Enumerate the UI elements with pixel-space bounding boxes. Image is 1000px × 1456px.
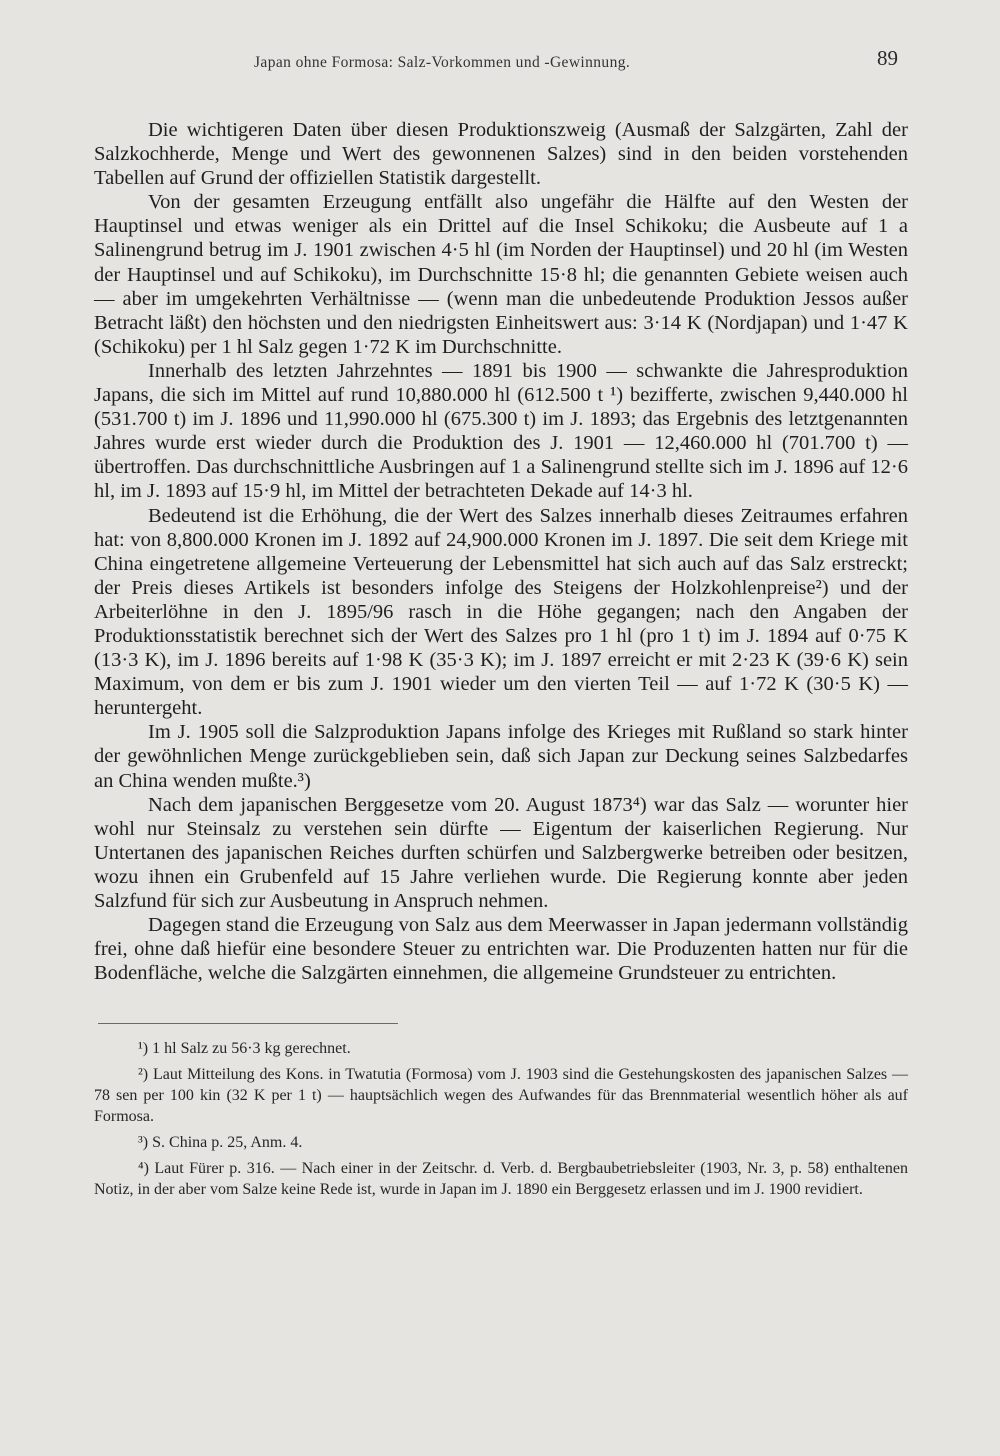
footnote: ⁴) Laut Fürer p. 316. — Nach einer in der Zeitschr. d. Verb. d. Bergbaubetriebsleiter (1903, Nr. 3, p. 58) enthaltenen Notiz, in der aber vom Salze keine Rede ist, wurde in Japan im J. 1890 ein Berggesetz erlassen und im J. 1900 revidiert. xyxy=(94,1160,908,1199)
page-number: 89 xyxy=(877,46,898,70)
paragraph: Nach dem japanischen Berggesetze vom 20. August 1873⁴) war das Salz — worunter hier wohl nur Steinsalz zu verstehen sein dürfte — Eigentum der kaiserlichen Regierung. Nur Untertanen des japanischen Reiches durften schürfen und Salzbergwerke betreiben oder besitzen, wozu ihnen ein Grubenfeld auf 15 Jahre verliehen wurde. Die Regierung konnte aber jeden Salzfund für sich zur Ausbeutung in Anspruch nehmen. xyxy=(94,793,908,912)
footnote: ³) S. China p. 25, Anm. 4. xyxy=(138,1134,303,1152)
footnote: ¹) 1 hl Salz zu 56·3 kg gerechnet. xyxy=(138,1040,351,1058)
paragraph: Innerhalb des letzten Jahrzehntes — 1891 bis 1900 — schwankte die Jahresproduktion Japans, die sich im Mittel auf rund 10,880.000 hl (612.500 t ¹) bezifferte, zwischen 9,440.000 hl (531.700 t) im J. 1896 und 11,990.000 hl (675.300 t) im J. 1893; das Ergebnis des letztgenannten Jahres wurde erst wieder durch die Produktion des J. 1901 — 12,460.000 hl (701.700 t) — übertroffen. Das durchschnittliche Ausbringen auf 1 a Salinengrund stellte sich im J. 1896 auf 12·6 hl, im J. 1893 auf 15·9 hl, im Mittel der betrachteten Dekade auf 14·3 hl. xyxy=(94,359,908,503)
paragraph: Die wichtigeren Daten über diesen Produktionszweig (Ausmaß der Salzgärten, Zahl der Salzkochherde, Menge und Wert des gewonnenen Salzes) sind in den beiden vorstehenden Tabellen auf Grund der offiziellen Statistik dargestellt. xyxy=(94,119,908,190)
running-title: Japan ohne Formosa: Salz-Vorkommen und -Gewinnung. xyxy=(254,54,631,71)
paragraph: Im J. 1905 soll die Salzproduktion Japans infolge des Krieges mit Rußland so stark hinter der gewöhnlichen Menge zurückgeblieben sein, daß sich Japan zur Deckung seines Salzbedarfes an China wenden mußte.³) xyxy=(94,721,908,792)
footnote-divider xyxy=(98,1023,398,1024)
paragraph: Von der gesamten Erzeugung entfällt also ungefähr die Hälfte auf den Westen der Hauptinsel und etwas weniger als ein Drittel auf die Insel Schikoku; die Ausbeute auf 1 a Salinengrund betrug im J. 1901 zwischen 4·5 hl (im Norden der Hauptinsel) und 20 hl (im Westen der Hauptinsel und auf Schikoku), im Durchschnitte 15·8 hl; die genannten Gebiete weisen auch — aber im umgekehrten Verhältnisse — (wenn man die unbedeutende Produktion Jessos außer Betracht läßt) den höchsten und den niedrigsten Einheitswert aus: 3·14 K (Nordjapan) und 1·47 K (Schikoku) per 1 hl Salz gegen 1·72 K im Durchschnitte. xyxy=(94,191,908,358)
book-page xyxy=(94,40,908,1420)
footnote: ²) Laut Mitteilung des Kons. in Twatutia (Formosa) vom J. 1903 sind die Gestehungskosten des japanischen Salzes — 78 sen per 100 kin (32 K per 1 t) — hauptsächlich wegen des Aufwandes für das Brennmaterial wesentlich höher als auf Formosa. xyxy=(94,1066,908,1126)
paragraph: Bedeutend ist die Erhöhung, die der Wert des Salzes innerhalb dieses Zeitraumes erfahren hat: von 8,800.000 Kronen im J. 1892 auf 24,900.000 Kronen im J. 1897. Die seit dem Kriege mit China eingetretene allgemeine Verteuerung der Lebensmittel hat sich auch auf das Salz erstreckt; der Preis dieses Artikels ist besonders infolge des Steigens der Holzkohlenpreise²) und der Arbeiterlöhne in den J. 1895/96 rasch in die Höhe gegangen; nach den Angaben der Produktionsstatistik berechnet sich der Wert des Salzes pro 1 hl (pro 1 t) im J. 1894 auf 0·75 K (13·3 K), im J. 1896 bereits auf 1·98 K (35·3 K); im J. 1897 erreicht er mit 2·23 K (39·6 K) sein Maximum, von dem er bis zum J. 1901 wieder um den vierten Teil — auf 1·72 K (30·5 K) — heruntergeht. xyxy=(94,504,908,720)
body-text xyxy=(94,118,908,985)
footnotes xyxy=(94,1038,908,1200)
running-head xyxy=(94,40,908,76)
paragraph: Dagegen stand die Erzeugung von Salz aus dem Meerwasser in Japan jedermann vollständig frei, ohne daß hiefür eine besondere Steuer zu entrichten war. Die Produzenten hatten nur für die Bodenfläche, welche die Salzgärten einnehmen, die allgemeine Grundsteuer zu entrichten. xyxy=(94,914,908,985)
